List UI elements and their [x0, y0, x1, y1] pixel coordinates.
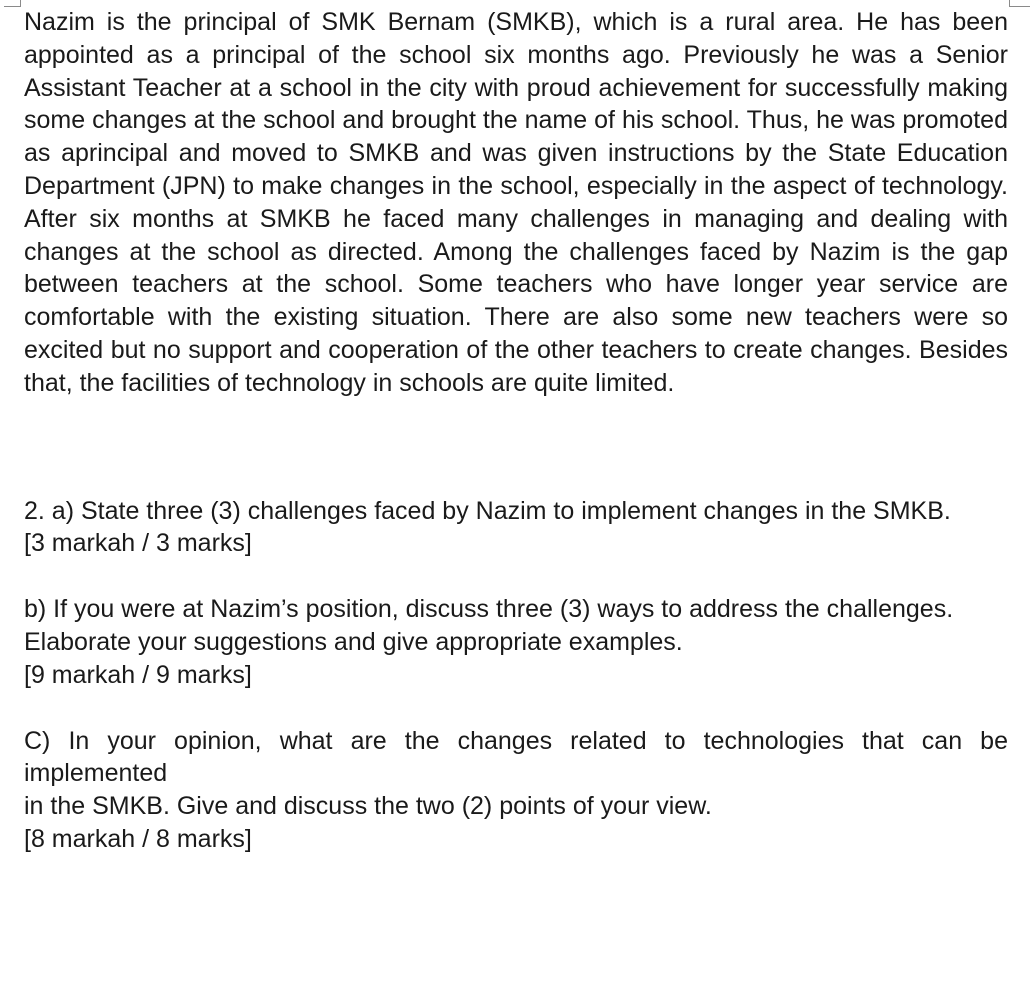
question-2b-instruction: Elaborate your suggestions and give appropriate examples.	[24, 627, 683, 656]
question-2b	[24, 593, 1008, 691]
question-2b-marks: [9 markah / 9 marks]	[24, 660, 252, 689]
page-corner-mark-left	[4, 0, 21, 7]
question-2a-text: 2. a) State three (3) challenges faced by Nazim to implement changes in the SMKB.	[24, 496, 951, 525]
page-corner-mark-right	[1009, 0, 1030, 7]
spacer	[24, 400, 1008, 495]
question-2c	[24, 725, 1008, 856]
spacer	[24, 692, 1008, 725]
spacer	[24, 560, 1008, 593]
question-2c-marks: [8 markah / 8 marks]	[24, 824, 252, 853]
document-page	[24, 6, 1008, 856]
question-2a-marks: [3 markah / 3 marks]	[24, 529, 252, 558]
question-2c-continuation: in the SMKB. Give and discuss the two (2) points of your view.	[24, 792, 712, 821]
question-2b-text: b) If you were at Nazim’s position, discuss three (3) ways to address the challenges.	[24, 595, 954, 624]
question-2c-text: C) In your opinion, what are the changes related to technologies that can be implemented	[24, 726, 1008, 788]
case-study-paragraph: Nazim is the principal of SMK Bernam (SMKB), which is a rural area. He has been appointed as a principal of the school six months ago. Previously he was a Senior Assistant Teacher at a school in the city with proud achievement for successfully making some changes at the school and brought the name of his school. Thus, he was promoted as aprincipal and moved to SMKB and was given instructions by the State Education Department (JPN) to make changes in the school, especially in the aspect of technology. After six months at SMKB he faced many challenges in managing and dealing with changes at the school as directed. Among the challenges faced by Nazim is the gap between teachers at the school. Some teachers who have longer year service are comfortable with the existing situation. There are also some new teachers were so excited but no support and cooperation of the other teachers to create changes. Besides that, the facilities of technology in schools are quite limited.	[24, 8, 1008, 397]
question-2a	[24, 495, 1008, 561]
